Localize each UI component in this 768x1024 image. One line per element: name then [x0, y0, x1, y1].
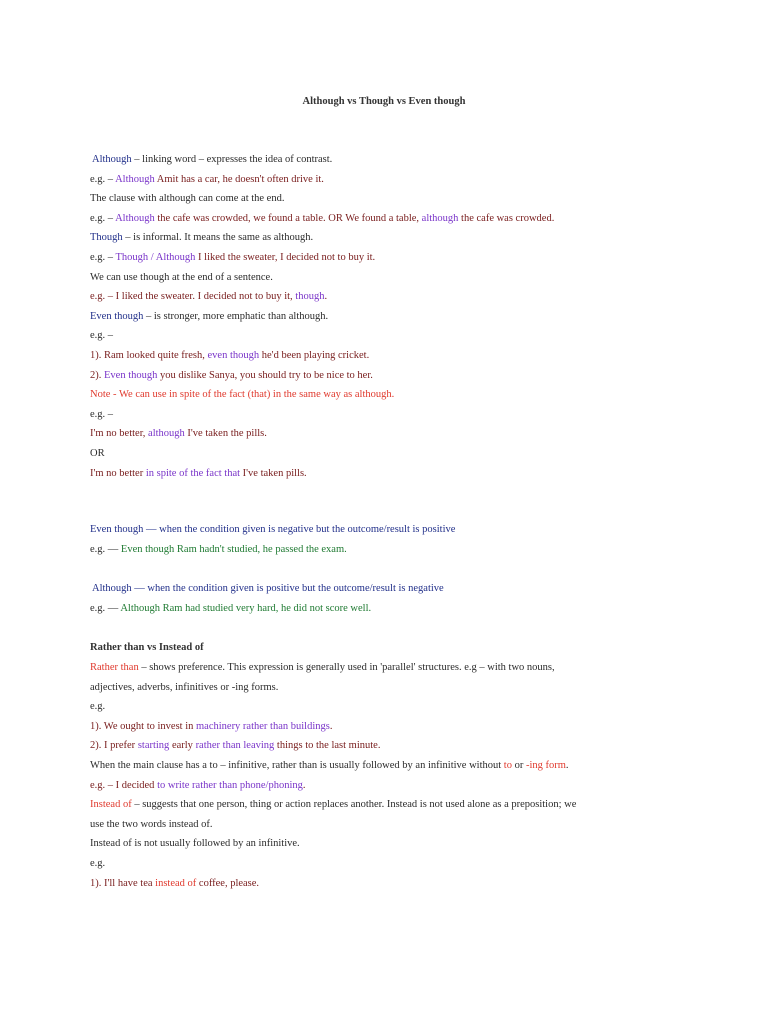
example-line — [90, 366, 710, 386]
paragraph-instead-of — [90, 795, 710, 815]
example-text: you dislike Sanya, you should try to be nice to her. — [157, 369, 373, 381]
example-text: the cafe was crowded, we found a table. OR We found a table, — [154, 212, 422, 224]
paragraph-though-definition — [90, 228, 710, 248]
example-line — [90, 717, 710, 737]
explanation-line: Instead of is not usually followed by an infinitive. — [90, 838, 300, 850]
example-line — [90, 540, 710, 560]
example-prefix: e.g. – — [90, 408, 114, 420]
keyword: though — [295, 291, 325, 303]
example-text: 1). Ram looked quite fresh, — [90, 349, 208, 361]
term-although: Although — [92, 154, 132, 165]
example-line — [90, 170, 710, 190]
keyword: to write rather than phone/phoning — [157, 779, 303, 791]
paragraph-even-though-definition — [90, 307, 710, 327]
example-line — [90, 287, 710, 307]
keyword: Even though — [104, 369, 158, 381]
explanation-text: . — [565, 760, 569, 772]
keyword: starting — [137, 740, 170, 752]
example-text: Even though Ram hadn't studied, he passed the exam. — [120, 543, 347, 555]
example-text: . — [302, 779, 306, 791]
example-prefix: e.g. – — [90, 251, 116, 263]
example-prefix: e.g. — — [90, 543, 121, 555]
note-line: Note - We can use in spite of the fact (that) in the same way as although. — [90, 389, 395, 401]
paragraph-rather-than — [90, 658, 710, 678]
example-prefix: e.g. — [90, 858, 106, 869]
example-prefix: e.g. – — [90, 212, 116, 224]
keyword: rather than leaving — [195, 740, 275, 752]
example-text: 1). I'll have tea — [90, 877, 156, 889]
example-line — [90, 464, 710, 484]
example-text: 1). We ought to invest in — [90, 720, 196, 732]
explanation-text: or — [511, 760, 526, 772]
example-line — [90, 346, 710, 366]
example-text: e.g. – I decided — [90, 779, 158, 791]
example-text: 2). — [90, 369, 104, 381]
example-text: . — [324, 291, 328, 303]
example-text: things to the last minute. — [274, 740, 381, 752]
example-line — [90, 736, 710, 756]
example-line — [90, 599, 710, 619]
definition-text: – shows preference. This expression is generally used in 'parallel' structures. e.g – with two nouns, — [138, 662, 555, 674]
keyword: Although — [115, 173, 155, 185]
example-line — [90, 248, 710, 268]
document-body — [90, 150, 710, 893]
example-prefix: e.g. — [90, 701, 106, 713]
keyword: -ing form — [525, 760, 566, 772]
example-line — [90, 874, 710, 894]
term-instead-of: Instead of — [90, 799, 132, 811]
example-text: the cafe was crowded. — [458, 212, 555, 224]
example-line — [90, 209, 710, 229]
explanation-line: We can use though at the end of a sentence. — [90, 271, 273, 283]
example-prefix: e.g. – — [90, 330, 114, 342]
example-line — [90, 424, 710, 444]
keyword: to — [503, 760, 512, 772]
definition-text: – is informal. It means the same as although. — [122, 232, 314, 244]
explanation-text: When the main clause has a to – infinitive, rather than is usually followed by an infinitive without — [90, 760, 504, 772]
term-even-though: Even though — [90, 310, 144, 322]
explanation-line: The clause with although can come at the end. — [90, 193, 285, 205]
example-text: Amit has a car, he doesn't often drive it. — [154, 173, 324, 185]
keyword: machinery rather than buildings — [196, 720, 330, 732]
keyword: although — [148, 428, 185, 440]
term-though: Though — [90, 232, 123, 244]
keyword: even though — [207, 349, 260, 361]
section-heading: Rather than vs Instead of — [90, 642, 204, 654]
example-text: he'd been playing cricket. — [259, 349, 370, 361]
definition-continuation: use the two words instead of. — [90, 818, 213, 830]
definition-continuation: adjectives, adverbs, infinitives or -ing forms. — [90, 681, 279, 693]
example-text: I've taken the pills. — [184, 428, 267, 440]
definition-text: – linking word – expresses the idea of contrast. — [131, 154, 333, 165]
rule-even-though: Even though — when the condition given is negative but the outcome/result is positive — [90, 524, 456, 536]
explanation-line — [90, 756, 710, 776]
keyword: although — [421, 212, 459, 224]
example-prefix: e.g. — — [90, 602, 121, 614]
term-rather-than: Rather than — [90, 662, 139, 674]
definition-text: – suggests that one person, thing or action replaces another. Instead is not used alone as a preposition; we — [131, 799, 577, 811]
keyword: Though / Although — [115, 251, 196, 263]
example-text: I've taken pills. — [240, 467, 307, 479]
example-text: Although Ram had studied very hard, he did not score well. — [120, 602, 372, 614]
example-text: 2). I prefer — [90, 740, 138, 752]
paragraph-although-definition — [90, 150, 710, 170]
example-text: . — [329, 720, 333, 732]
example-text: early — [169, 740, 196, 752]
definition-text: – is stronger, more emphatic than although. — [143, 310, 329, 322]
page-title: Although vs Though vs Even though — [302, 96, 466, 107]
keyword: instead of — [155, 877, 197, 889]
example-text: e.g. – I liked the sweater. I decided not to buy it, — [90, 291, 296, 303]
rule-although: Although — when the condition given is positive but the outcome/result is negative — [92, 583, 444, 595]
example-text: coffee, please. — [196, 877, 260, 889]
example-text: I'm no better, — [90, 428, 149, 440]
example-text: I liked the sweater, I decided not to buy it. — [195, 251, 376, 263]
example-line — [90, 776, 710, 796]
example-prefix: e.g. – — [90, 173, 116, 185]
or-separator: OR — [90, 447, 105, 459]
example-text: I'm no better — [90, 467, 146, 479]
keyword: Although — [115, 212, 155, 224]
keyword: in spite of the fact that — [145, 467, 241, 479]
